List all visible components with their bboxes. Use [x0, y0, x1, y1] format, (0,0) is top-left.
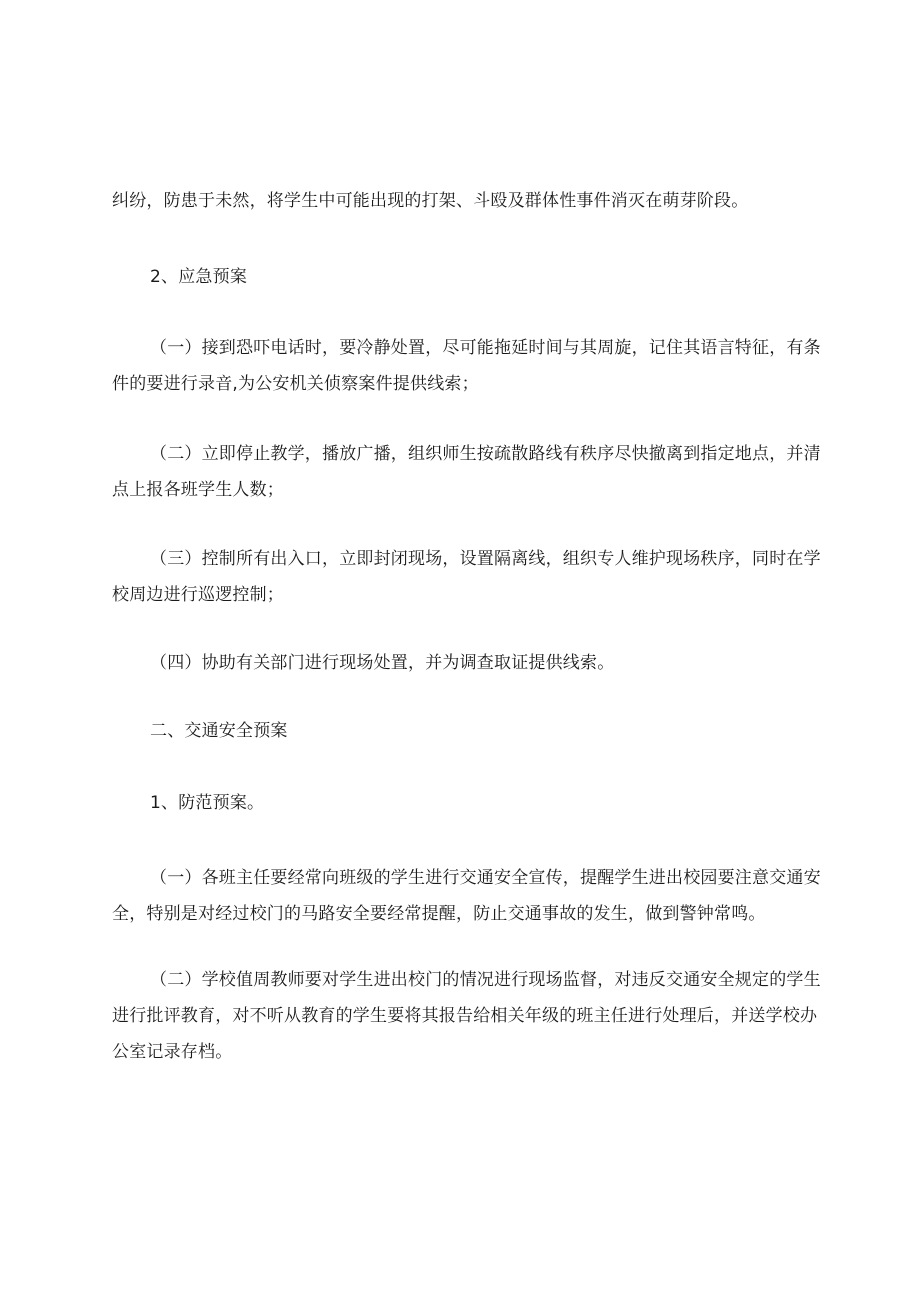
paragraph-prevention-continuation: 纠纷，防患于未然，将学生中可能出现的打架、斗殴及群体性事件消灭在萌芽阶段。	[112, 191, 749, 211]
paragraph-site-control: （三）控制所有出入口，立即封闭现场，设置隔离线，组织专人维护现场秩序，同时在学校周边进行巡逻控制；	[112, 549, 821, 605]
paragraph-threat-call: （一）接到恐吓电话时，要冷静处置，尽可能拖延时间与其周旋，记住其语言特征，有条件的要进行录音,为公安机关侦察案件提供线索；	[112, 338, 821, 394]
heading-traffic-safety-plan: 二、交通安全预案	[150, 721, 288, 741]
heading-emergency-plan: 2、应急预案	[150, 267, 248, 287]
heading-prevention-plan: 1、防范预案。	[150, 793, 265, 813]
paragraph-assist-investigation: （四）协助有关部门进行现场处置，并为调查取证提供线索。	[150, 653, 615, 673]
paragraph-duty-teacher-supervision: （二）学校值周教师要对学生进出校门的情况进行现场监督，对违反交通安全规定的学生进行批评教育，对不听从教育的学生要将其报告给相关年级的班主任进行处理后，并送学校办公室记录存档。	[112, 970, 821, 1062]
paragraph-class-teacher-duty: （一）各班主任要经常向班级的学生进行交通安全宣传，提醒学生进出校园要注意交通安全，特别是对经过校门的马路安全要经常提醒，防止交通事故的发生，做到警钟常鸣。	[112, 868, 821, 924]
paragraph-evacuation: （二）立即停止教学，播放广播，组织师生按疏散路线有秩序尽快撤离到指定地点，并清点上报各班学生人数；	[112, 444, 821, 500]
